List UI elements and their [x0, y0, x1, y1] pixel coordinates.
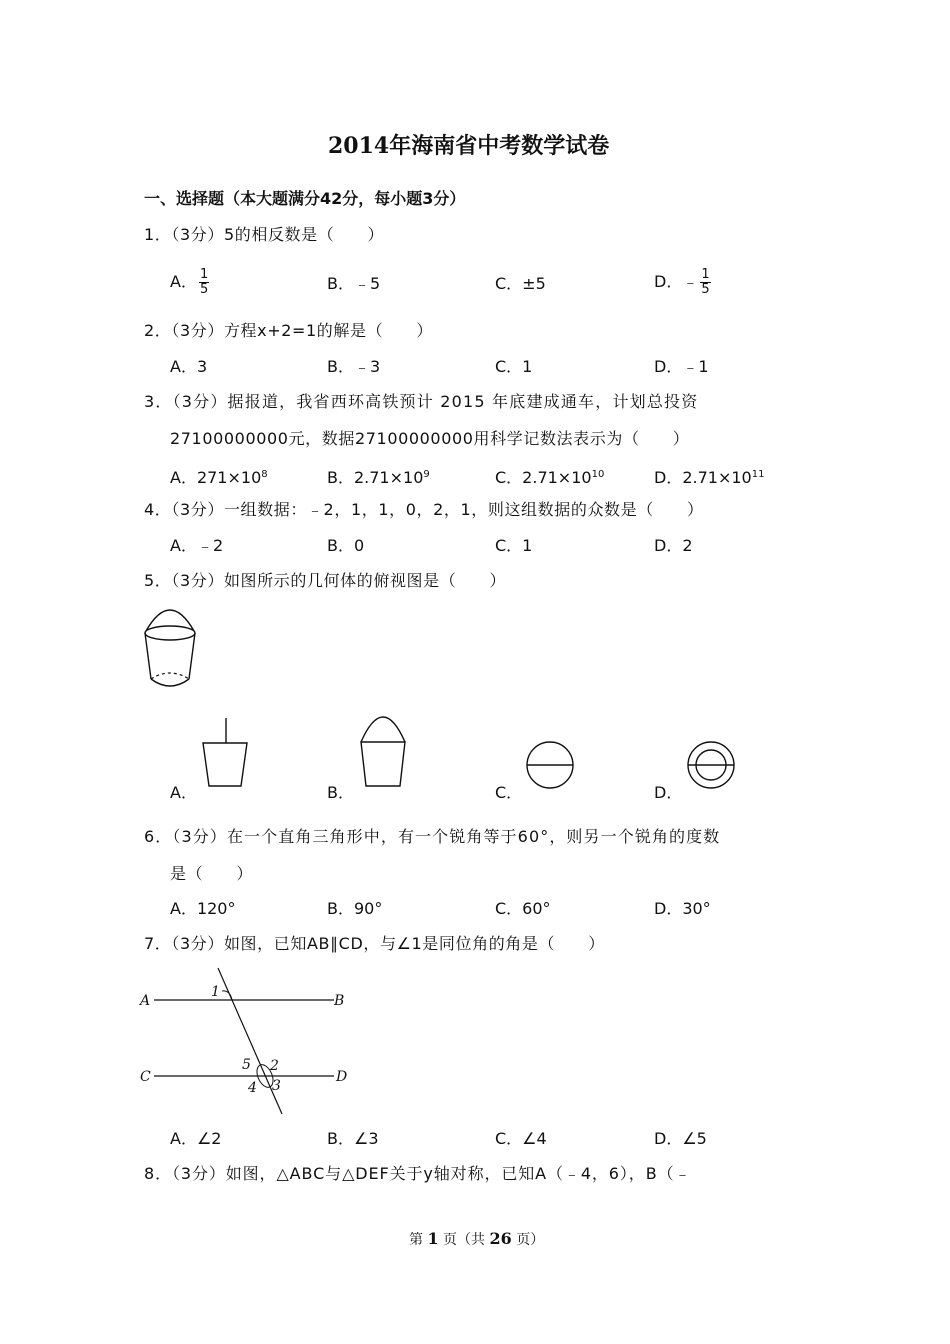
fraction — [199, 268, 209, 297]
option-base: A．271×10 — [170, 468, 262, 487]
fraction-denominator: 5 — [701, 282, 710, 297]
question-2-option-b: B．﹣3 — [327, 357, 381, 376]
question-1-option-d — [654, 268, 711, 297]
question-3-option-c — [495, 464, 604, 489]
footer-prefix: 第 — [409, 1232, 423, 1248]
option-base: C．2.71×10 — [495, 468, 592, 487]
question-3-option-b — [327, 464, 430, 489]
fraction-numerator: 1 — [199, 267, 209, 282]
question-1-option-a — [170, 268, 209, 297]
question-6-option-b: B．90° — [327, 899, 383, 918]
page-footer — [409, 1228, 544, 1251]
question-8-stem: 8．（3分）如图，△ABC与△DEF关于y轴对称，已知A（﹣4，6），B（﹣ — [144, 1164, 692, 1183]
question-4-option-a: A．﹣2 — [170, 536, 224, 555]
question-6-option-d: D．30° — [654, 899, 711, 918]
question-1-option-b: B．﹣5 — [327, 274, 381, 293]
option-d-figure — [685, 739, 737, 791]
question-4-option-b: B．0 — [327, 536, 365, 555]
question-7-option-b: B．∠3 — [327, 1129, 379, 1148]
question-3-stem-line-2: 27100000000元，数据27100000000用科学记数法表示为（ ） — [170, 429, 690, 448]
question-7-option-d: D．∠5 — [654, 1129, 707, 1148]
option-b-figure — [357, 714, 409, 790]
question-7-option-a: A．∠2 — [170, 1129, 222, 1148]
question-5-option-a: A． — [170, 783, 197, 802]
question-4-option-c: C．1 — [495, 536, 533, 555]
footer-middle: 页（共 — [443, 1232, 486, 1248]
option-base: B．2.71×10 — [327, 468, 424, 487]
label-point-d: D — [336, 1069, 348, 1085]
footer-suffix: 页） — [516, 1232, 545, 1248]
question-2-option-c: C．1 — [495, 357, 533, 376]
bucket-figure — [140, 605, 200, 695]
option-label: A． — [170, 272, 197, 291]
question-3-option-d — [654, 464, 764, 489]
question-6-stem-line-1: 6．（3分）在一个直角三角形中，有一个锐角等于60°，则另一个锐角的度数 — [144, 827, 721, 846]
question-7-stem: 7．（3分）如图，已知AB∥CD，与∠1是同位角的角是（ ） — [144, 934, 605, 953]
option-label: D．﹣ — [654, 272, 699, 291]
label-point-b: B — [334, 993, 345, 1009]
question-3-stem-line-1: 3．（3分）据报道，我省西环高铁预计 2015 年底建成通车，计划总投资 — [144, 392, 699, 411]
question-1-option-c: C．±5 — [495, 274, 546, 293]
fraction-numerator: 1 — [701, 267, 710, 282]
option-exponent: 9 — [423, 469, 430, 480]
question-4-option-d: D．2 — [654, 536, 693, 555]
question-2-option-a: A．3 — [170, 357, 208, 376]
option-exponent: 11 — [751, 469, 765, 480]
question-5-option-c: C． — [495, 783, 523, 802]
question-3-option-a — [170, 464, 268, 489]
label-angle-1: 1 — [211, 984, 220, 1000]
footer-page-number: 1 — [427, 1229, 439, 1248]
label-point-c: C — [140, 1069, 151, 1085]
question-1-stem: 1．（3分）5的相反数是（ ） — [144, 225, 385, 244]
question-6-stem-line-2: 是（ ） — [170, 864, 254, 883]
question-4-stem: 4．（3分）一组数据：﹣2，1，1，0，2，1，则这组数据的众数是（ ） — [144, 500, 704, 519]
option-exponent: 8 — [261, 469, 268, 480]
question-6-option-c: C．60° — [495, 899, 551, 918]
question-5-option-b: B． — [327, 783, 354, 802]
option-base: D．2.71×10 — [654, 468, 752, 487]
label-point-a: A — [140, 993, 151, 1009]
option-a-figure — [200, 718, 250, 790]
question-5-stem: 5．（3分）如图所示的几何体的俯视图是（ ） — [144, 571, 507, 590]
fraction — [700, 268, 710, 297]
label-angle-5: 5 — [242, 1057, 251, 1073]
label-angle-2: 2 — [270, 1058, 279, 1074]
question-6-option-a: A．120° — [170, 899, 236, 918]
question-2-stem: 2．（3分）方程x+2=1的解是（ ） — [144, 321, 434, 340]
label-angle-4: 4 — [248, 1080, 257, 1096]
option-c-figure — [524, 739, 576, 791]
label-angle-3: 3 — [272, 1078, 281, 1094]
parallel-lines-figure — [138, 962, 358, 1118]
option-exponent: 10 — [591, 469, 605, 480]
footer-total-pages: 26 — [489, 1229, 512, 1248]
question-5-option-d: D． — [654, 783, 683, 802]
section-heading-choice: 一、选择题（本大题满分42分，每小题3分） — [144, 189, 466, 208]
fraction-denominator: 5 — [199, 282, 209, 297]
page-title: 2014年海南省中考数学试卷 — [328, 133, 610, 159]
question-2-option-d: D．﹣1 — [654, 357, 709, 376]
question-7-option-c: C．∠4 — [495, 1129, 547, 1148]
